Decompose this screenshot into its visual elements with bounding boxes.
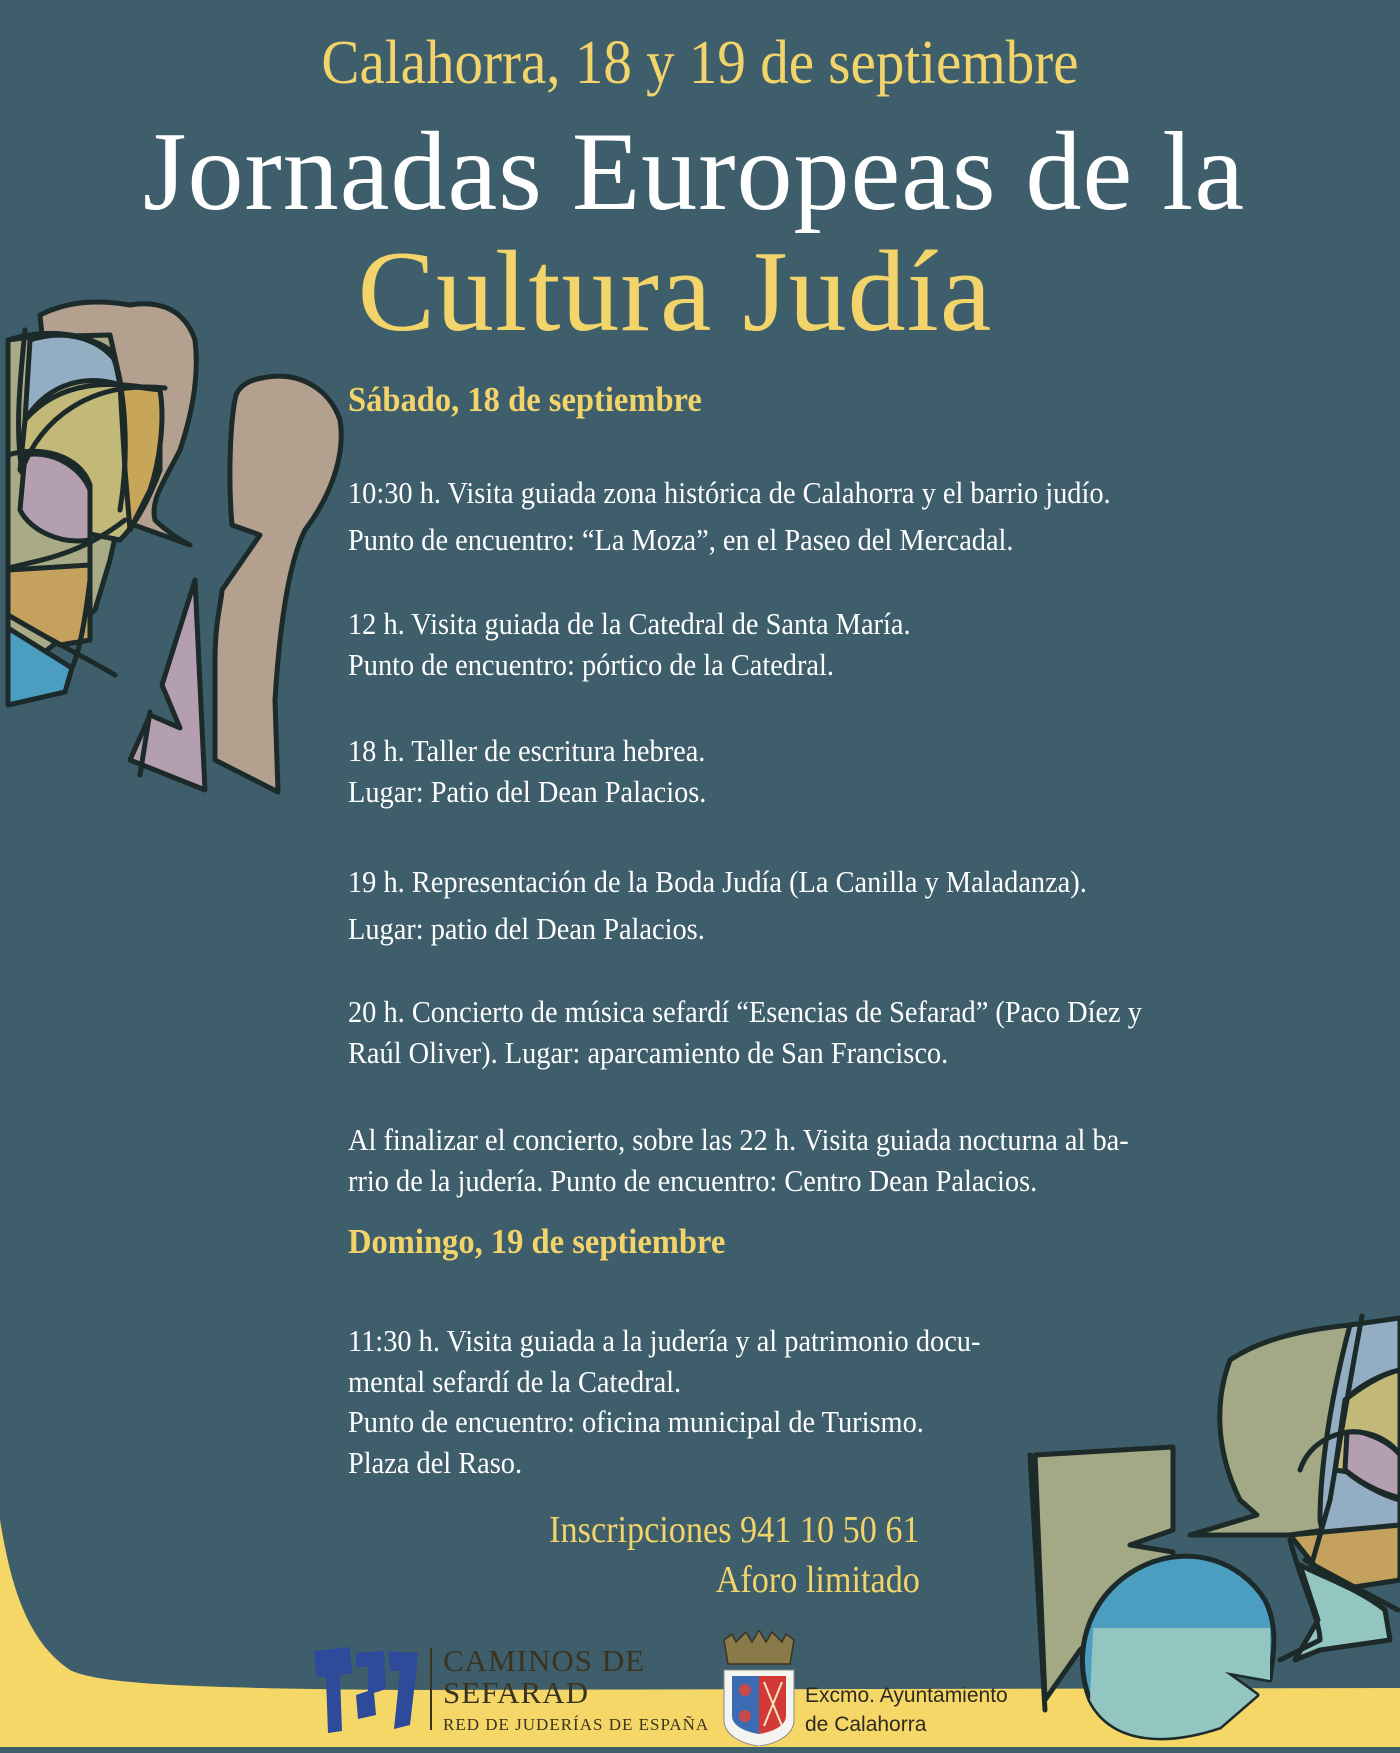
event-line: Punto de encuentro: pórtico de la Catedral.: [348, 648, 834, 682]
event-item: [348, 470, 1111, 564]
event-item: [348, 992, 1142, 1074]
event-line: 18 h. Taller de escritura hebrea.: [348, 734, 706, 768]
calahorra-coat-of-arms-icon: [718, 1630, 800, 1746]
sefarad-logo-icon: [310, 1643, 422, 1735]
registration-phone: Inscripciones 941 10 50 61: [549, 1509, 920, 1551]
day-heading-saturday: Sábado, 18 de septiembre: [348, 380, 702, 419]
page-title-line2: Cultura Judía: [357, 228, 993, 356]
event-line: 10:30 h. Visita guiada zona histórica de Calahorra y el barrio judío.: [348, 476, 1111, 510]
day-heading-sunday: Domingo, 19 de septiembre: [348, 1222, 726, 1261]
event-line: rrio de la judería. Punto de encuentro: Centro Dean Palacios.: [348, 1164, 1038, 1198]
sefarad-title-line1: CAMINOS DE: [443, 1643, 646, 1678]
sefarad-subtitle: RED DE JUDERÍAS DE ESPAÑA: [443, 1715, 710, 1734]
event-line: Punto de encuentro: oficina municipal de Turismo.: [348, 1405, 924, 1439]
event-line: Plaza del Raso.: [348, 1445, 523, 1480]
event-line: Al finalizar el concierto, sobre las 22 h. Visita guiada nocturna al ba-: [348, 1123, 1129, 1157]
event-line: Raúl Oliver). Lugar: aparcamiento de San Francisco.: [348, 1036, 949, 1070]
event-line: Lugar: patio del Dean Palacios.: [348, 912, 705, 946]
event-item: [348, 1321, 980, 1483]
capacity-notice: Aforo limitado: [715, 1559, 920, 1601]
event-line: Lugar: Patio del Dean Palacios.: [348, 775, 707, 809]
event-item: [348, 604, 911, 686]
event-item: [348, 859, 1087, 953]
event-item: [348, 1120, 1129, 1202]
event-line: 12 h. Visita guiada de la Catedral de Santa María.: [348, 607, 911, 641]
sefarad-title-line2: SEFARAD: [443, 1675, 589, 1710]
event-line: 19 h. Representación de la Boda Judía (La Canilla y Maladanza).: [348, 865, 1087, 899]
page-title-line1: Jornadas Europeas de la: [142, 110, 1246, 234]
city-council-label: [805, 1681, 1008, 1739]
event-date-subtitle: Calahorra, 18 y 19 de septiembre: [321, 29, 1079, 97]
event-line: 11:30 h. Visita guiada a la judería y al patrimonio docu-: [348, 1324, 981, 1358]
logo-divider: [430, 1648, 432, 1730]
event-item: [348, 731, 706, 813]
city-council-line1: Excmo. Ayuntamiento: [805, 1684, 1008, 1707]
sefarad-wordmark: [443, 1645, 709, 1735]
event-line: mental sefardí de la Catedral.: [348, 1364, 682, 1399]
event-line: Punto de encuentro: “La Moza”, en el Paseo del Mercadal.: [348, 523, 1014, 557]
event-line: 20 h. Concierto de música sefardí “Esencias de Sefarad” (Paco Díez y: [348, 995, 1142, 1029]
city-council-line2: de Calahorra: [805, 1713, 927, 1736]
